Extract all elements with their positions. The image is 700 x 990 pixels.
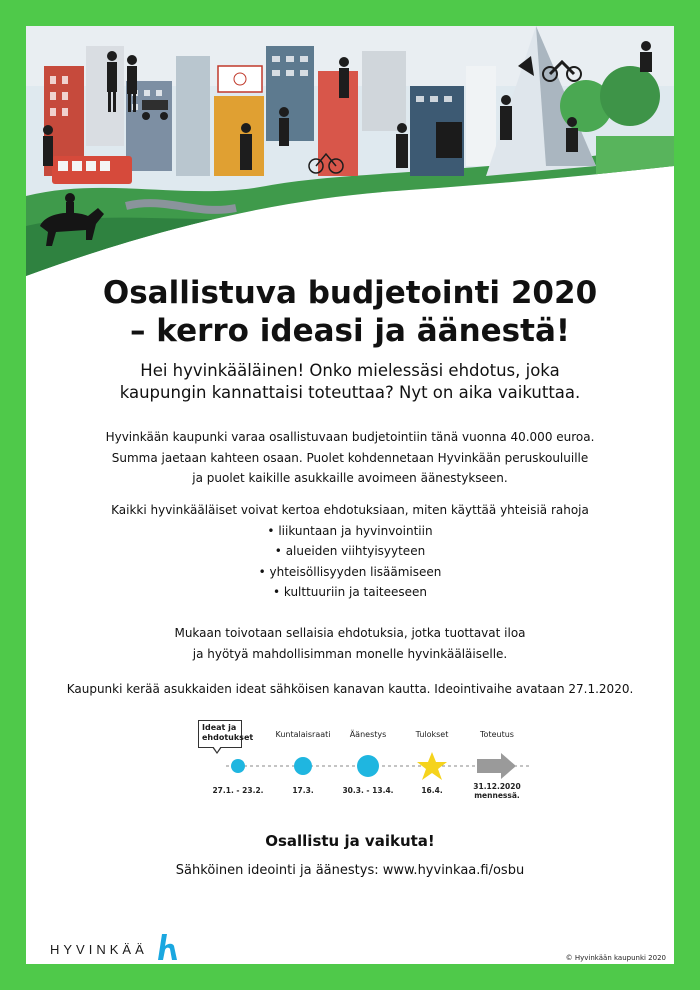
cta-subtitle: Sähköinen ideointi ja äänestys: www.hyvinkaa.fi/osbu	[175, 863, 525, 878]
step-results-date: 16.4.	[421, 786, 443, 795]
step-results-label: Tulokset	[415, 730, 449, 739]
step-voting-date: 30.3. - 13.4.	[342, 786, 394, 795]
intro-line-2: Summa jaetaan kahteen osaan. Puolet kohdennetaan Hyvinkään peruskouluille	[111, 450, 589, 465]
wish-line-1: Mukaan toivotaan sellaisia ehdotuksia, jotka tuottavat iloa	[174, 626, 526, 640]
callout-pointer	[212, 747, 222, 754]
hero-illustration	[26, 26, 674, 276]
page-title-line-1: Osallistuva budjetointi 2020	[102, 275, 598, 311]
list-item: • yhteisöllisyyden lisäämiseen	[26, 562, 674, 583]
list-item: • liikuntaan ja hyvinvointiin	[26, 521, 674, 542]
step-ideas-label-line-1: Ideat ja	[202, 723, 237, 732]
step-council-dot	[294, 757, 312, 775]
copyright-note: © Hyvinkään kaupunki 2020	[565, 954, 666, 962]
topics-section	[26, 500, 674, 603]
page-title-line-2: – kerro ideasi ja äänestä!	[130, 313, 570, 349]
list-item: • alueiden viihtyisyyteen	[26, 541, 674, 562]
cta-title: Osallistu ja vaikuta!	[265, 832, 435, 850]
step-ideas-label	[198, 720, 254, 748]
step-implementation-label: Toteutus	[480, 730, 514, 739]
step-ideas-date: 27.1. - 23.2.	[212, 786, 264, 795]
step-ideas-label-line-2: ehdotukset	[202, 732, 254, 742]
wish-paragraph	[26, 623, 674, 664]
logo-text: HYVINKÄÄ	[50, 942, 148, 957]
step-voting-label: Äänestys	[349, 730, 387, 739]
topics-list	[26, 521, 674, 603]
intro-line-3: ja puolet kaikille asukkaille avoimeen äänestykseen.	[192, 471, 508, 485]
step-council-date: 17.3.	[292, 786, 314, 795]
step-implementation-arrow-icon	[477, 753, 516, 779]
topics-heading: Kaikki hyvinkääläiset voivat kertoa ehdotuksiaan, miten käyttää yhteisiä rahoja	[111, 503, 589, 517]
step-implementation-date-line-1: 31.12.2020	[473, 782, 521, 791]
wish-line-2: ja hyötyä mahdollisimman monelle hyvinkääläiselle.	[192, 646, 508, 661]
collect-sentence: Kaupunki kerää asukkaiden ideat sähköisen kanavan kautta. Ideointivaihe avataan 27.1.2020.	[66, 682, 634, 696]
lead-line-2: kaupungin kannattaisi toteuttaa? Nyt on aika vaikuttaa.	[119, 383, 581, 402]
step-council-label: Kuntalaisraati	[275, 730, 331, 739]
lead-line-1: Hei hyvinkääläinen! Onko mielessäsi ehdotus, joka	[140, 361, 560, 380]
step-implementation-date-line-2: mennessä.	[474, 791, 520, 800]
poster-page	[26, 26, 674, 964]
process-timeline	[196, 716, 556, 816]
step-implementation-date	[462, 782, 532, 800]
intro-paragraph	[26, 427, 674, 489]
logo-h-mark-icon	[158, 932, 180, 962]
step-ideas-dot	[231, 759, 245, 773]
list-item: • kulttuuriin ja taiteeseen	[26, 582, 674, 603]
intro-line-1: Hyvinkään kaupunki varaa osallistuvaan budjetointiin tänä vuonna 40.000 euroa.	[105, 430, 595, 444]
step-voting-dot	[357, 755, 379, 777]
